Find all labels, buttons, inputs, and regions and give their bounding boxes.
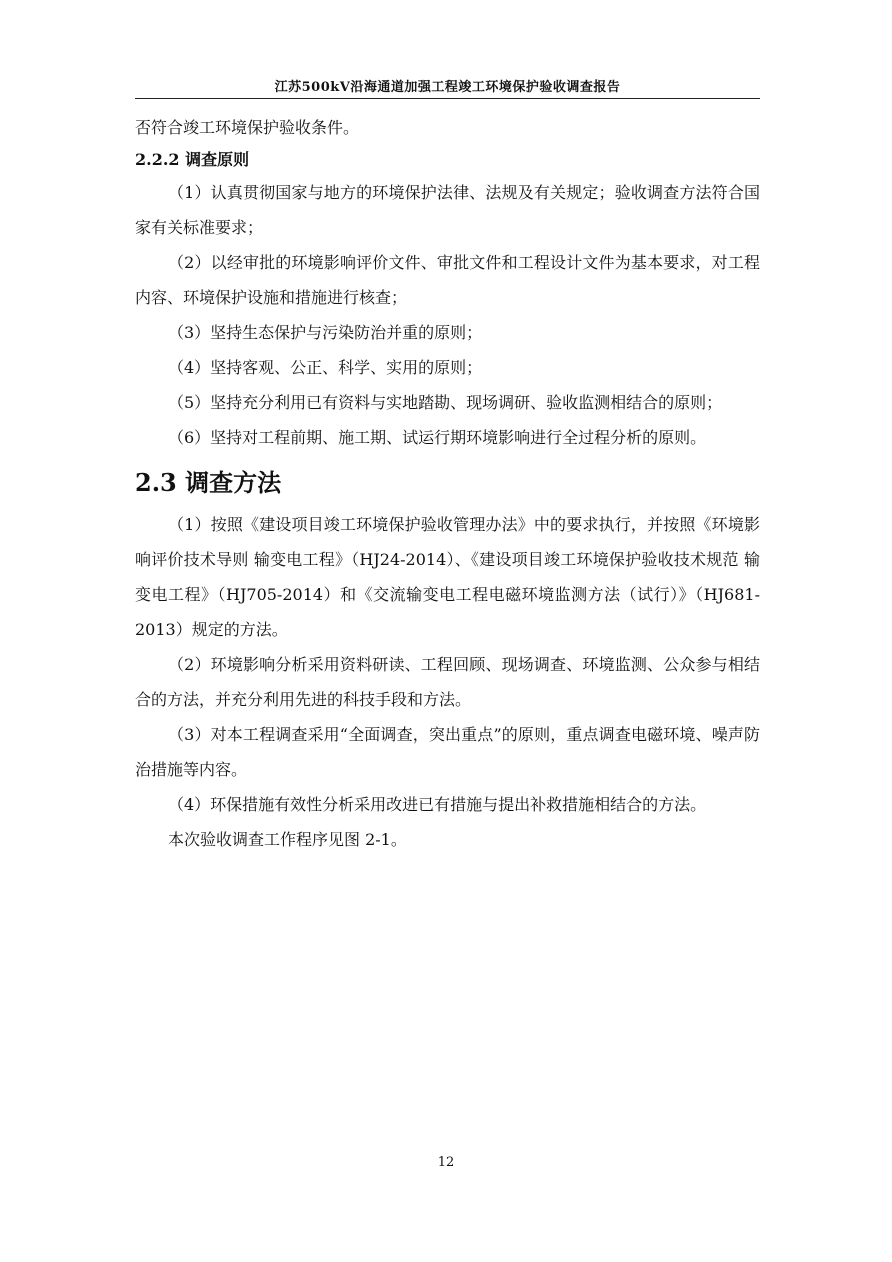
header-rule — [135, 98, 760, 99]
principle-item-2: （2）以经审批的环境影响评价文件、审批文件和工程设计文件为基本要求，对工程内容、环境保护设施和措施进行核查； — [135, 253, 760, 307]
section-heading-2-3: 2.3 调查方法 — [135, 468, 282, 497]
page-number: 12 — [437, 1155, 455, 1170]
section-heading-2-2-2: 2.2.2 调查原则 — [135, 150, 250, 169]
method-item-1: （1）按照《建设项目竣工环境保护验收管理办法》中的要求执行，并按照《环境影响评价技术导则 输变电工程》（HJ24-2014）、《建设项目竣工环境保护验收技术规范 输变电工程》（HJ705-2014）和《交流输变电工程电磁环境监测方法（试行）》（HJ681-2013）规定的方法。 — [135, 515, 760, 639]
running-header: 江苏500kV沿海通道加强工程竣工环境保护验收调查报告 — [274, 80, 621, 95]
continued-paragraph: 否符合竣工环境保护验收条件。 — [135, 118, 360, 137]
closing-paragraph: 本次验收调查工作程序见图 2-1。 — [168, 830, 407, 849]
method-item-3: （3）对本工程调查采用“全面调查，突出重点”的原则，重点调查电磁环境、噪声防治措施等内容。 — [135, 725, 760, 779]
principle-item-4: （4）坚持客观、公正、科学、实用的原则； — [168, 358, 483, 377]
page-body — [135, 110, 760, 857]
method-item-2: （2）环境影响分析采用资料研读、工程回顾、现场调查、环境监测、公众参与相结合的方法，并充分利用先进的科技手段和方法。 — [135, 655, 760, 709]
principle-item-6: （6）坚持对工程前期、施工期、试运行期环境影响进行全过程分析的原则。 — [168, 428, 707, 447]
principle-item-1: （1）认真贯彻国家与地方的环境保护法律、法规及有关规定；验收调查方法符合国家有关标准要求； — [135, 183, 760, 237]
principle-item-3: （3）坚持生态保护与污染防治并重的原则； — [168, 323, 483, 342]
principle-item-5: （5）坚持充分利用已有资料与实地踏勘、现场调研、验收监测相结合的原则； — [168, 393, 723, 412]
method-item-4: （4）环保措施有效性分析采用改进已有措施与提出补救措施相结合的方法。 — [168, 795, 707, 814]
